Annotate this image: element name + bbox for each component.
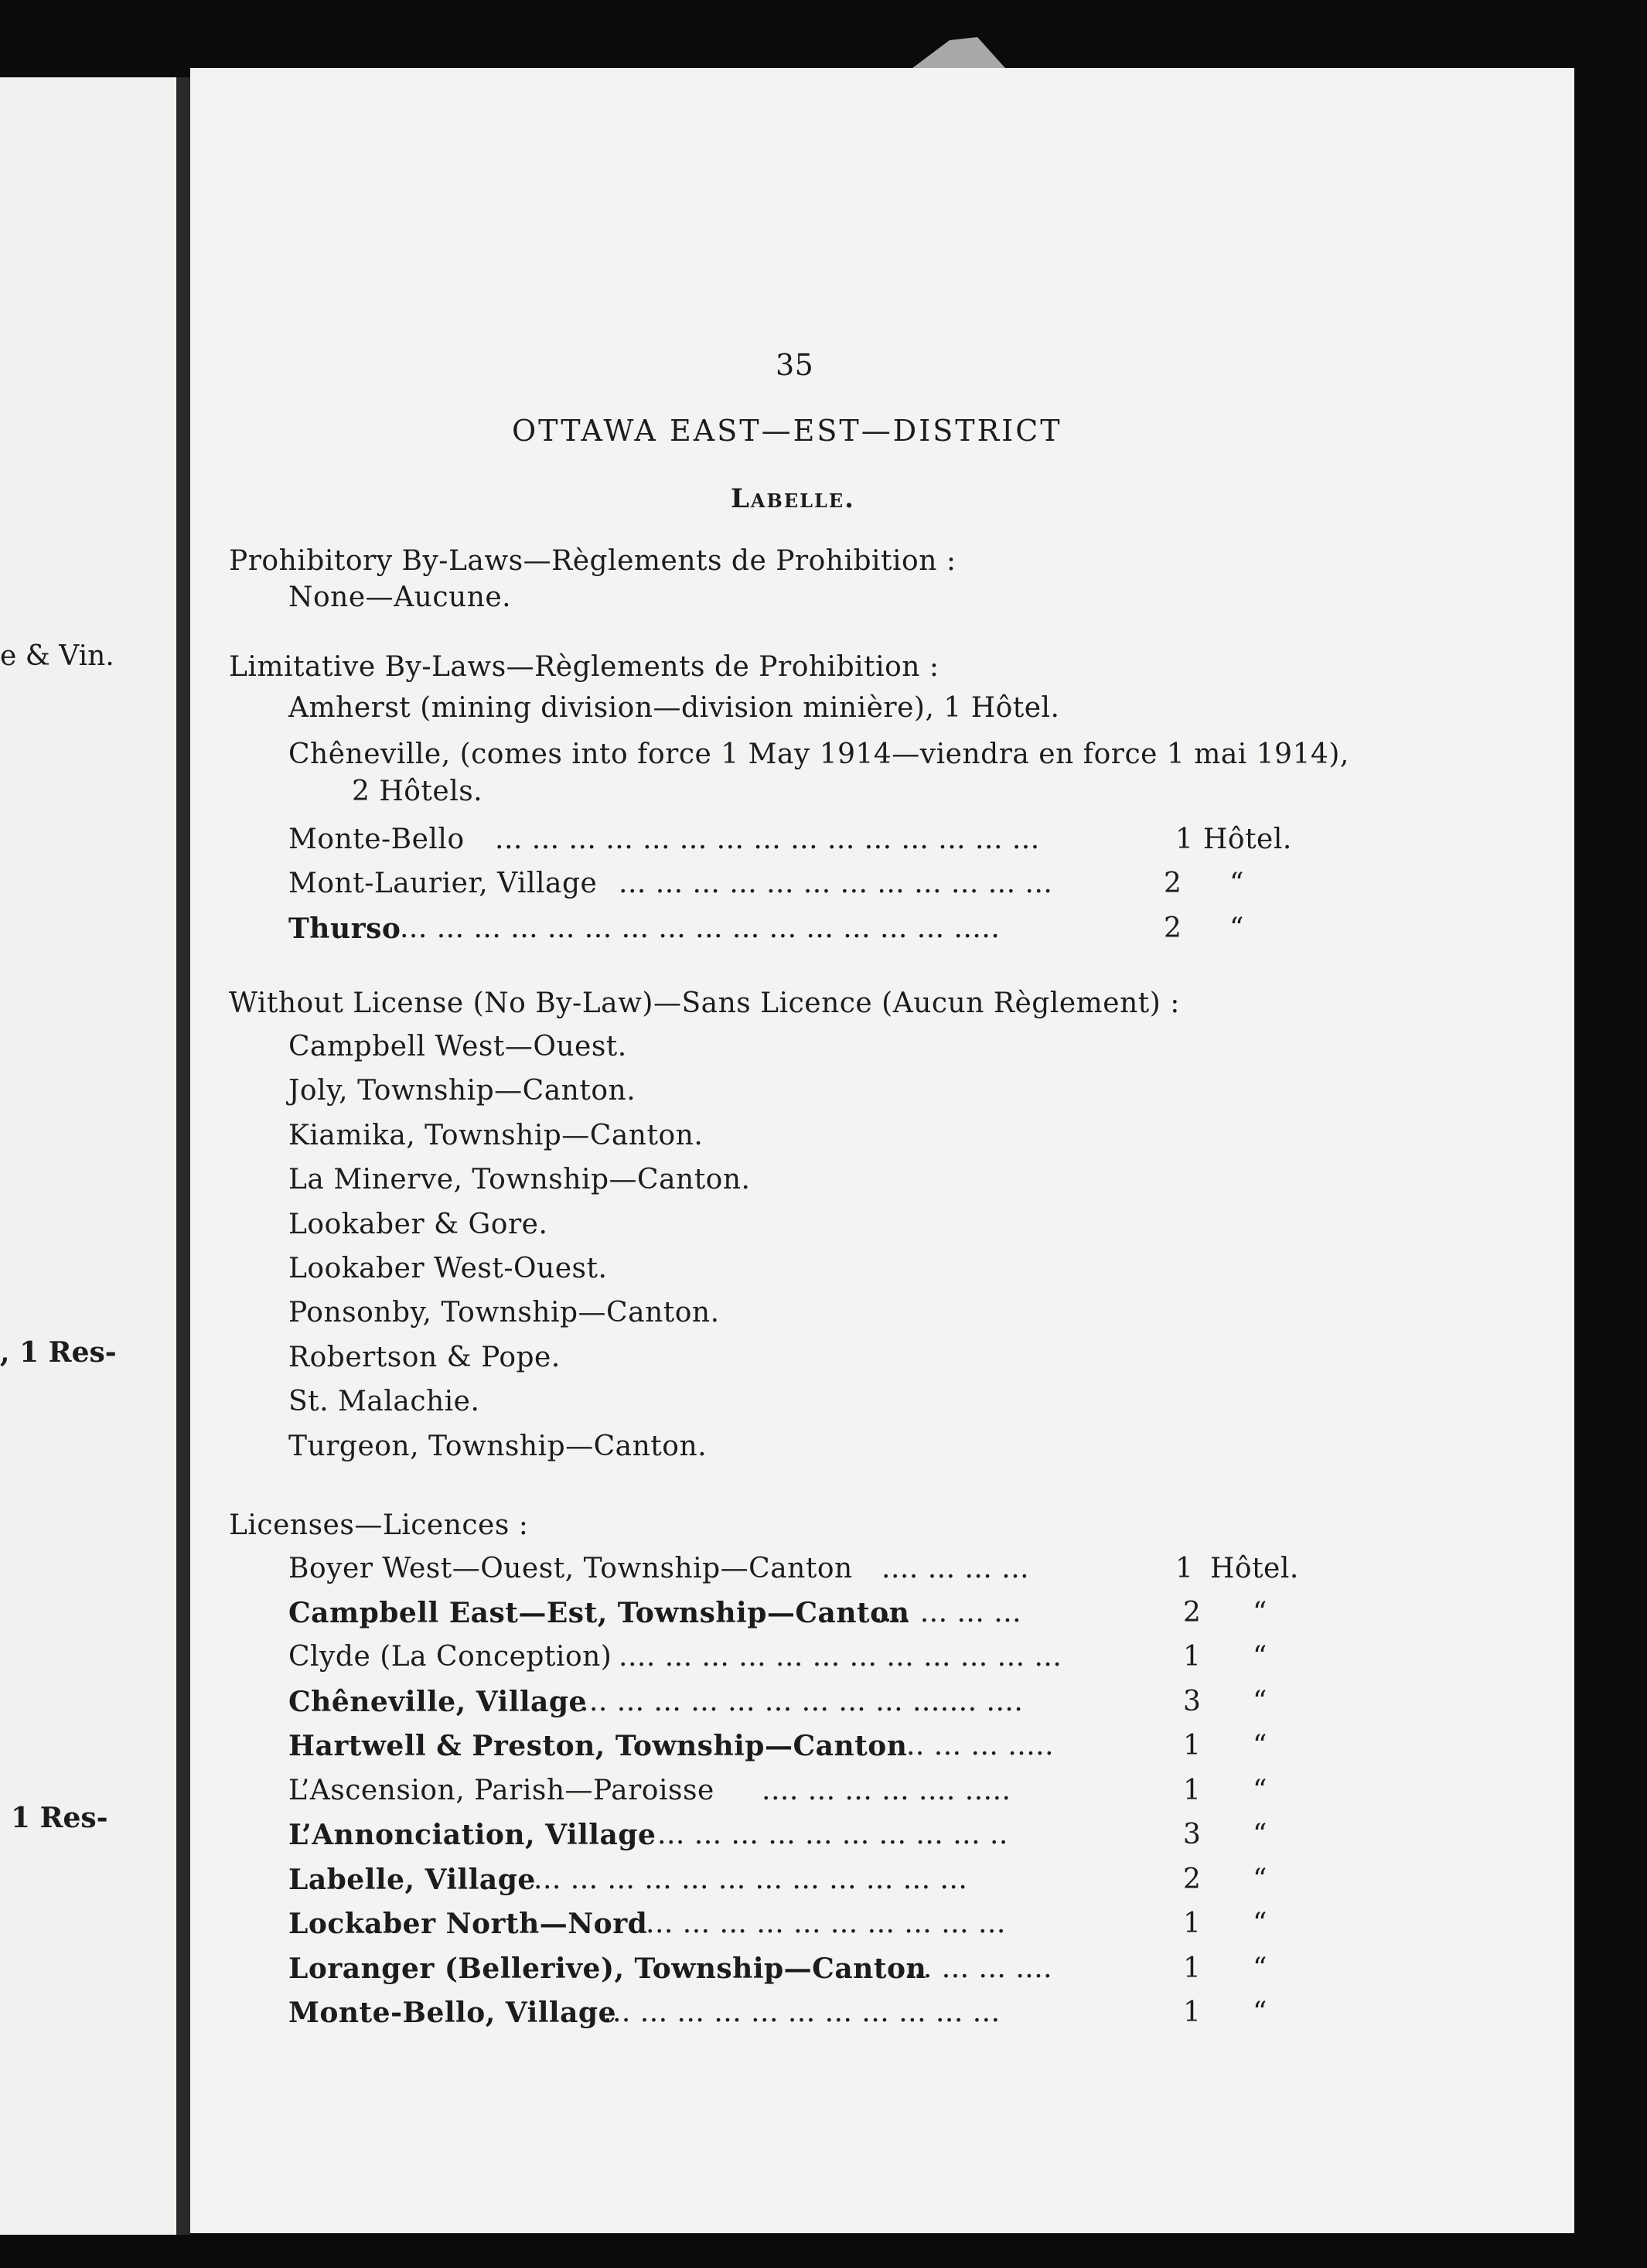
license-count: 1 [1183, 1997, 1202, 2028]
license-entry-place: L’Annonciation, Village [288, 1819, 656, 1851]
license-entry-place: Hartwell & Preston, Township—Canton [288, 1730, 908, 1762]
dot-leader: .... ... ... ... [874, 1597, 1022, 1629]
license-unit: “ [1253, 1997, 1267, 2028]
limitative-entry: Amherst (mining division—division minière), 1 Hôtel. [288, 692, 1060, 724]
dot-leader: ... ... ... ... ... ... ... ... ... ... [646, 1908, 1006, 1939]
left-fragment: 1 Res- [11, 1802, 108, 1834]
license-count: 2 [1183, 1597, 1202, 1629]
limitative-unit: “ [1229, 868, 1244, 899]
license-count: 2 [1183, 1864, 1202, 1895]
license-entry-place: Clyde (La Conception) [288, 1641, 612, 1673]
limitative-entry-place: Monte-Bello [288, 824, 465, 855]
without-license-entry: Turgeon, Township—Canton. [288, 1431, 708, 1462]
license-unit: Hôtel. [1210, 1553, 1299, 1584]
license-count: 1 [1183, 1775, 1202, 1806]
dot-leader: ... ... ... ... ... ... ... ... ... ... ... ... [534, 1864, 968, 1895]
page-tab [912, 37, 1005, 68]
license-unit: “ [1253, 1953, 1267, 1984]
license-count: 1 [1183, 1908, 1202, 1939]
license-entry-place: Lockaber North—Nord [288, 1908, 648, 1940]
dot-leader: ... ... ... ... ... ... ... ... ... ....... .... [580, 1686, 1024, 1717]
license-count: 1 [1183, 1730, 1202, 1762]
license-unit: “ [1253, 1730, 1267, 1762]
license-unit: “ [1253, 1597, 1267, 1629]
license-count: 3 [1183, 1686, 1202, 1717]
license-count: 1 [1183, 1641, 1202, 1673]
section-heading-licenses: Licenses—Licences : [229, 1509, 529, 1541]
license-unit: “ [1253, 1819, 1267, 1850]
left-fragment: e & Vin. [0, 640, 114, 672]
license-entry-place: Boyer West—Ouest, Township—Canton [288, 1553, 853, 1584]
limitative-entry: Chêneville, (comes into force 1 May 1914—viendra en force 1 mai 1914), [288, 738, 1349, 770]
page-number: 35 [776, 348, 814, 382]
dot-leader: ... ... ... ... ... ... ... ... ... ... ... ... [619, 868, 1053, 899]
dot-leader: .... ... ... ... .... ..... [762, 1775, 1011, 1806]
district-title: OTTAWA EAST—EST—DISTRICT [512, 414, 1062, 448]
section-heading-limitative: Limitative By-Laws—Règlements de Prohibition : [229, 651, 939, 683]
limitative-entry-place: Thurso [288, 912, 401, 945]
entry-none: None—Aucune. [288, 581, 512, 613]
license-count: 1 [1183, 1953, 1202, 1984]
license-entry-place: Chêneville, Village [288, 1686, 587, 1718]
license-count: 1 [1175, 1553, 1194, 1584]
without-license-entry: Lookaber & Gore. [288, 1209, 548, 1240]
license-unit: “ [1253, 1775, 1267, 1806]
section-heading-without-license: Without License (No By-Law)—Sans Licence (Aucun Règlement) : [229, 987, 1180, 1019]
dot-leader: .... ... ... ... [881, 1553, 1030, 1584]
left-page [0, 77, 176, 2235]
without-license-entry: Campbell West—Ouest. [288, 1031, 627, 1062]
without-license-entry: La Minerve, Township—Canton. [288, 1164, 751, 1195]
dot-leader: ... ... ... ... ... ... ... ... ... ... ... ... ... ... ... [495, 824, 1040, 855]
license-entry-place: Loranger (Bellerive), Township—Canton [288, 1953, 927, 1985]
license-count: 3 [1183, 1819, 1202, 1850]
dot-leader: ... ... ... ... ... ... ... ... ... .. [657, 1819, 1008, 1850]
limitative-entry-place: Mont-Laurier, Village [288, 868, 598, 899]
without-license-entry: St. Malachie. [288, 1386, 480, 1417]
license-unit: “ [1253, 1641, 1267, 1673]
binding-gutter [176, 77, 190, 2235]
license-unit: “ [1253, 1908, 1267, 1939]
license-entry-place: L’Ascension, Parish—Paroisse [288, 1775, 714, 1806]
region-title: Labelle. [731, 483, 855, 514]
dot-leader: ... ... ... .... [905, 1953, 1053, 1984]
license-unit: “ [1253, 1864, 1267, 1895]
license-entry-place: Monte-Bello, Village [288, 1997, 616, 2029]
license-unit: “ [1253, 1686, 1267, 1717]
without-license-entry: Kiamika, Township—Canton. [288, 1120, 704, 1151]
limitative-count: 2 [1164, 868, 1182, 899]
limitative-unit: Hôtel. [1203, 824, 1292, 855]
dot-leader: .... ... ... ... ... ... ... ... ... ... ... ... ... ... ... ..... [390, 912, 1001, 944]
left-fragment: , 1 Res- [0, 1336, 117, 1369]
dot-leader: ... ... ... ... ... ... ... ... ... ... ... [603, 1997, 1001, 2028]
without-license-entry: Lookaber West-Ouest. [288, 1253, 608, 1284]
limitative-count: 2 [1164, 912, 1182, 944]
section-heading-prohibitory: Prohibitory By-Laws—Règlements de Prohibition : [229, 545, 956, 577]
limitative-count: 1 [1175, 824, 1194, 855]
limitative-unit: “ [1229, 912, 1244, 944]
license-entry-place: Campbell East—Est, Township—Canton [288, 1597, 910, 1629]
without-license-entry: Joly, Township—Canton. [288, 1075, 636, 1107]
license-entry-place: Labelle, Village [288, 1864, 536, 1896]
dot-leader: .... ... ... ... ... ... ... ... ... ... ... ... [619, 1641, 1062, 1673]
without-license-entry: Robertson & Pope. [288, 1342, 561, 1373]
dot-leader: ... ... ... ..... [897, 1730, 1055, 1762]
without-license-entry: Ponsonby, Township—Canton. [288, 1297, 720, 1328]
limitative-entry-continuation: 2 Hôtels. [352, 776, 483, 807]
